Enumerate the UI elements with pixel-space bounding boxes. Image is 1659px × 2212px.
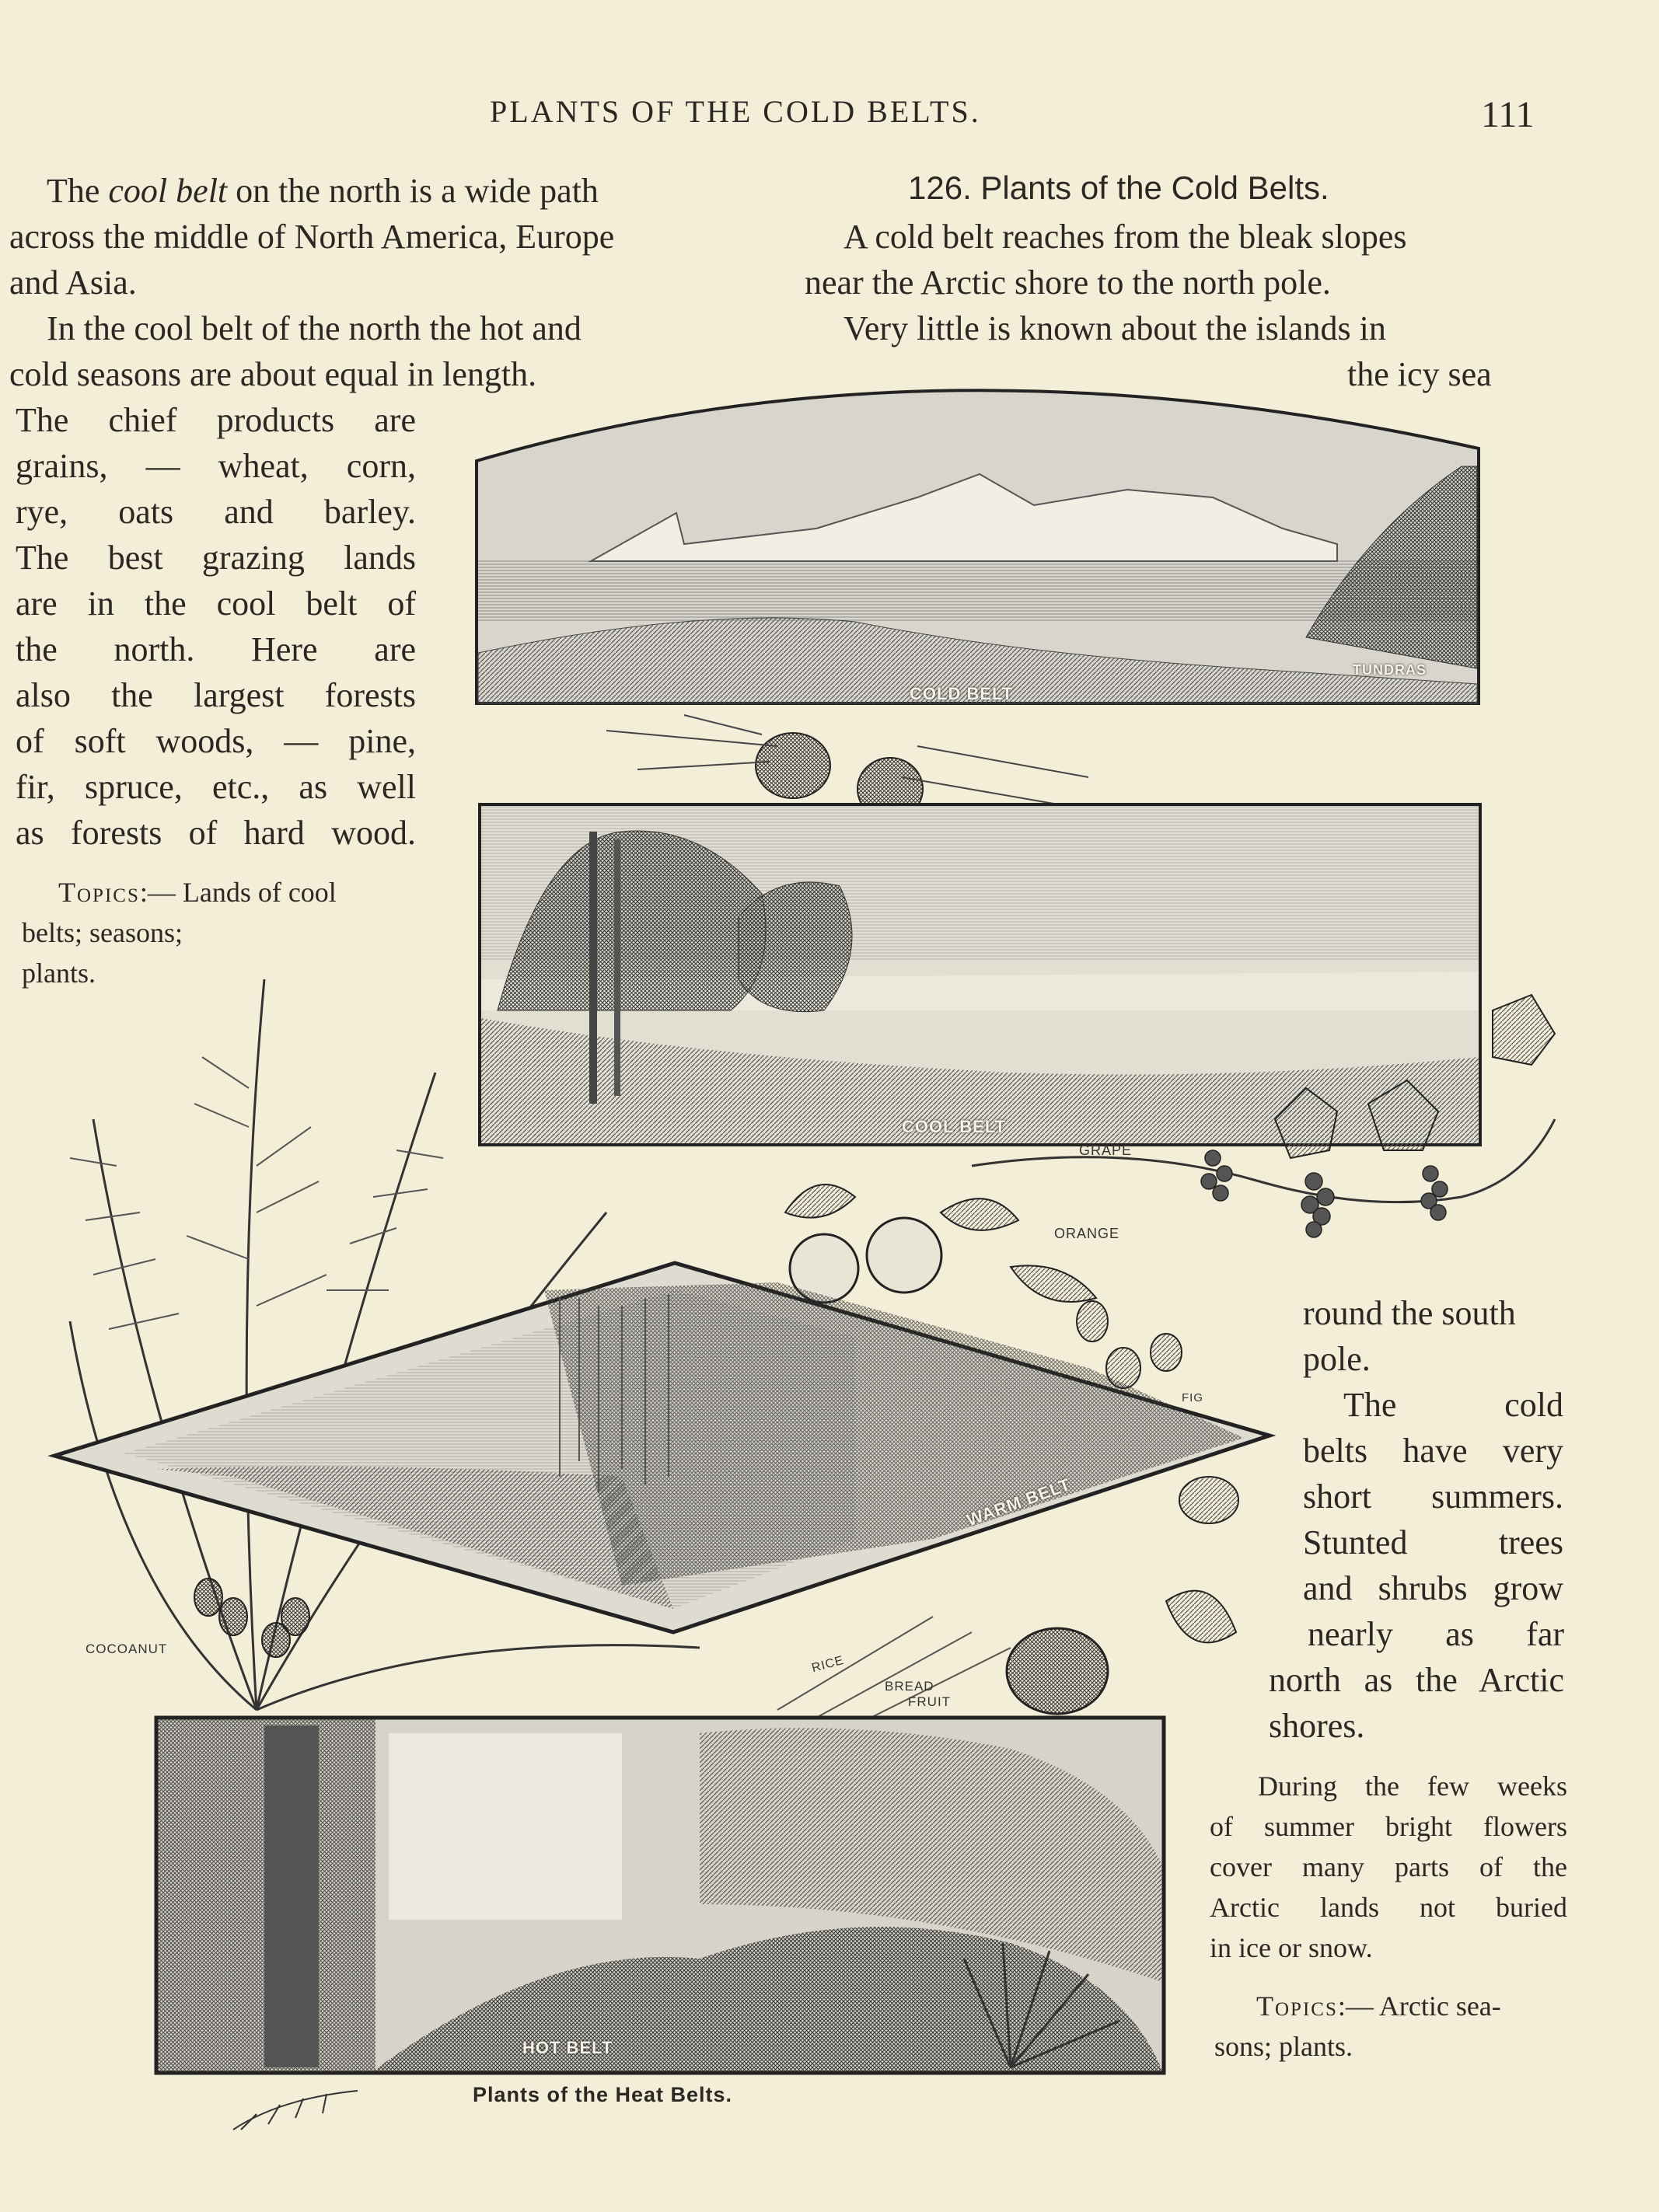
figure-caption: Plants of the Heat Belts.	[473, 2083, 733, 2106]
text-line: Very little is known about the islands in	[843, 309, 1386, 347]
text-line: and Asia.	[9, 263, 137, 302]
text-line: also the largest forests	[16, 676, 416, 714]
orange-label: ORANGE	[1054, 1226, 1120, 1241]
hot-belt-plate	[156, 1718, 1164, 2073]
text-line: belts; seasons;	[22, 917, 183, 948]
text-line: During the few weeks	[1258, 1771, 1567, 1802]
page-number: 111	[1481, 94, 1535, 135]
text-line: A cold belt reaches from the bleak slopes	[843, 218, 1407, 256]
tundras-label: TUNDRAS	[1353, 662, 1427, 678]
text-line: cover many parts of the	[1210, 1851, 1567, 1882]
text-line: cold seasons are about equal in length.	[9, 355, 537, 393]
breadfruit-label-top: BREAD	[885, 1679, 934, 1694]
text-line: the north. Here are	[16, 630, 416, 668]
text-line: fir, spruce, etc., as well	[16, 768, 416, 806]
section-heading: 126. Plants of the Cold Belts.	[908, 169, 1329, 206]
text-line: belts have very	[1303, 1432, 1563, 1470]
left-topics: Topics:— Lands of cool	[58, 877, 337, 908]
text-line: The cool belt on the north is a wide path	[47, 172, 599, 210]
text-line: sons; plants.	[1214, 2031, 1353, 2062]
text-line: shores.	[1269, 1707, 1365, 1745]
fern-sprig	[233, 2091, 358, 2130]
text-line: The chief products are	[16, 401, 416, 439]
grape-clusters	[1201, 1150, 1448, 1237]
text-line: of summer bright flowers	[1210, 1811, 1567, 1842]
text-line: as forests of hard wood.	[16, 814, 416, 852]
text-line: near the Arctic shore to the north pole.	[805, 263, 1331, 302]
topics-label: Topics	[58, 877, 140, 908]
text-line: The best grazing lands	[16, 539, 416, 577]
coconut-label: COCOANUT	[86, 1642, 168, 1656]
breadfruit-label-bottom: FRUIT	[908, 1694, 952, 1709]
text-line: north as the Arctic	[1269, 1661, 1564, 1699]
text-line: nearly as far	[1308, 1615, 1564, 1653]
warm-belt-label: WARM BELT	[964, 1474, 1074, 1530]
oranges	[790, 1218, 941, 1303]
breadfruit	[1007, 1591, 1236, 1714]
text-line: in ice or snow.	[1210, 1932, 1373, 1963]
rice-label: RICE	[810, 1653, 846, 1676]
grape-label: GRAPE	[1079, 1143, 1133, 1158]
hot-belt-label: HOT BELT	[522, 2038, 613, 2057]
text-line: round the south	[1303, 1294, 1516, 1332]
text-line: the icy sea	[1347, 355, 1492, 393]
cool-belt-label: COOL BELT	[902, 1117, 1007, 1136]
text-line: pole.	[1303, 1340, 1371, 1378]
running-header: PLANTS OF THE COLD BELTS.	[490, 94, 981, 129]
cold-belt-label: COLD BELT	[910, 684, 1014, 703]
topics-label: Topics	[1256, 1990, 1338, 2022]
cold-belt-plate	[477, 390, 1479, 703]
cool-belt-plate	[480, 804, 1480, 1145]
text-line: grains, — wheat, corn,	[16, 447, 416, 485]
text-line: plants.	[22, 958, 96, 989]
text-line: The cold	[1343, 1386, 1563, 1424]
text-line: Arctic lands not buried	[1210, 1892, 1567, 1923]
text-line: rye, oats and barley.	[16, 493, 416, 531]
right-topics: Topics:— Arctic sea-	[1256, 1990, 1501, 2022]
text-line: short summers.	[1303, 1478, 1563, 1516]
text-line: In the cool belt of the north the hot and	[47, 309, 582, 347]
text-line: and shrubs grow	[1303, 1569, 1563, 1607]
text-line: of soft woods, — pine,	[16, 722, 416, 760]
fig-label: FIG	[1182, 1391, 1203, 1404]
text-line: Stunted trees	[1303, 1523, 1563, 1561]
text-line: are in the cool belt of	[16, 584, 416, 623]
text-line: across the middle of North America, Europe	[9, 218, 615, 256]
